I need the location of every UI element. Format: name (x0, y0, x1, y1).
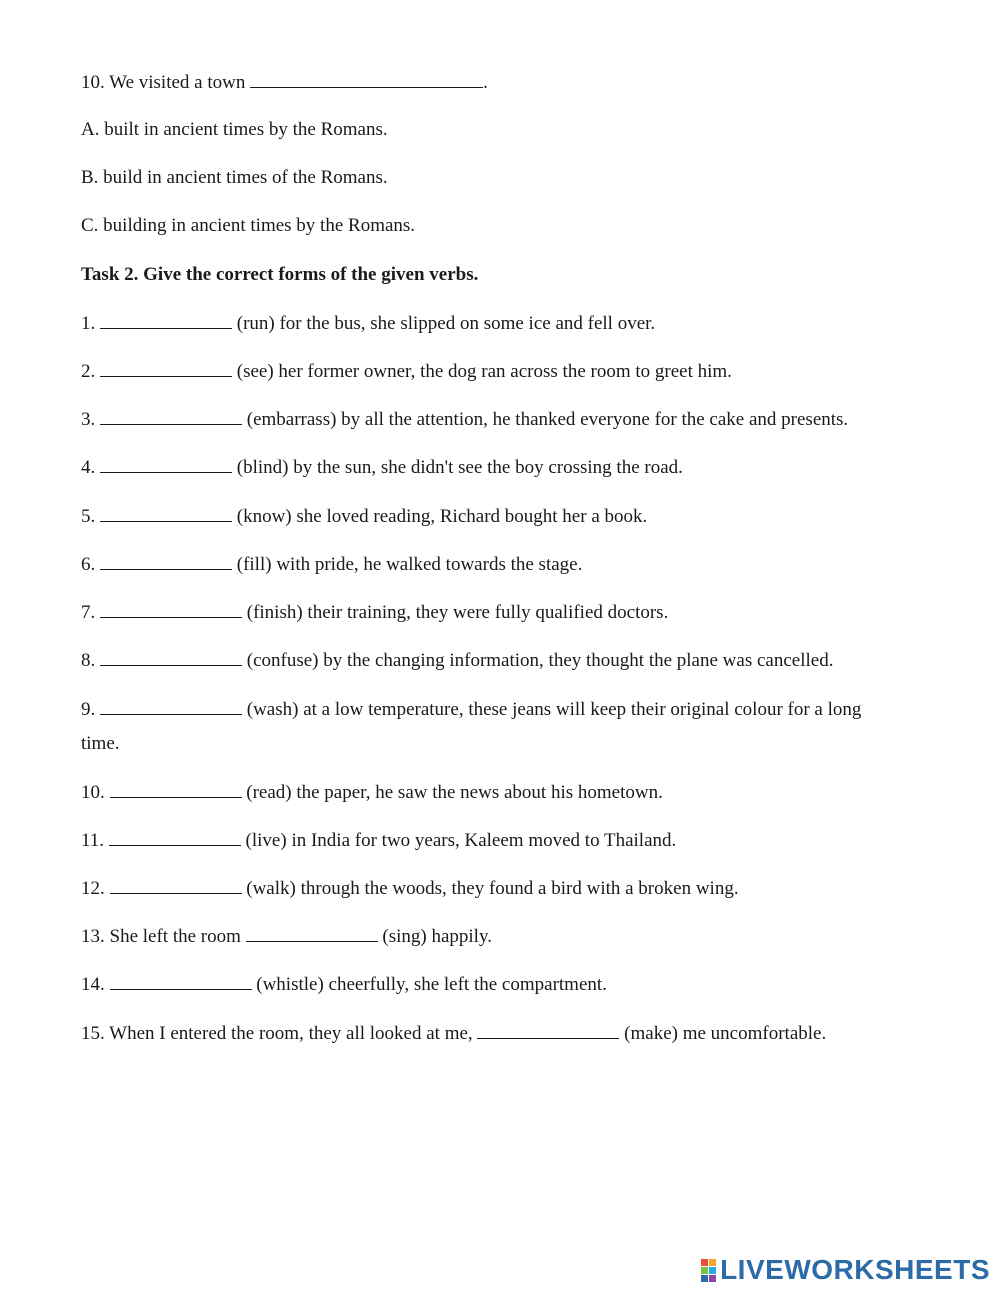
item-suffix: (make) me uncomfortable. (619, 1023, 827, 1044)
task-2-item (81, 697, 861, 722)
task-2-item (81, 359, 732, 384)
item-suffix: (run) for the bus, she slipped on some ice and fell over. (232, 313, 656, 334)
answer-blank[interactable] (100, 648, 242, 666)
answer-blank[interactable] (110, 780, 242, 798)
item-prefix: 7. (81, 602, 100, 623)
answer-blank[interactable] (109, 828, 241, 846)
item-prefix: 3. (81, 409, 100, 430)
item-suffix: (wash) at a low temperature, these jeans will keep their original colour for a long (242, 699, 862, 720)
item-suffix: (finish) their training, they were fully qualified doctors. (242, 602, 669, 623)
item-suffix: (sing) happily. (377, 926, 492, 947)
logo-text: LIVEWORKSHEETS (720, 1254, 990, 1285)
answer-blank[interactable] (477, 1021, 619, 1039)
answer-blank[interactable] (100, 311, 232, 329)
task-2-item (81, 780, 663, 805)
task-2-item (81, 600, 668, 625)
item-suffix: (blind) by the sun, she didn't see the boy crossing the road. (232, 457, 683, 478)
option-b: B. build in ancient times of the Romans. (81, 167, 388, 188)
task-2-item-continuation: time. (81, 733, 120, 754)
logo-block (709, 1259, 716, 1266)
item-prefix: 5. (81, 506, 100, 527)
option-a: A. built in ancient times by the Romans. (81, 119, 388, 140)
task-2-item (81, 504, 647, 529)
logo-block (701, 1275, 708, 1282)
answer-blank[interactable] (250, 70, 483, 88)
task-2-item (81, 876, 739, 901)
answer-blank[interactable] (110, 972, 252, 990)
question-10 (81, 70, 488, 95)
option-c: C. building in ancient times by the Romans. (81, 215, 416, 236)
task-2-item (81, 924, 492, 949)
item-suffix: (know) she loved reading, Richard bought her a book. (232, 506, 648, 527)
item-suffix: (fill) with pride, he walked towards the stage. (232, 554, 583, 575)
answer-blank[interactable] (100, 600, 242, 618)
liveworksheets-logo (701, 1253, 990, 1287)
question-10-suffix: . (483, 72, 488, 93)
task-2-item (81, 311, 655, 336)
answer-blank[interactable] (100, 407, 242, 425)
task-2-item (81, 972, 607, 997)
item-prefix: 12. (81, 878, 110, 899)
logo-block (701, 1267, 708, 1274)
task-2-item (81, 1021, 826, 1046)
item-suffix: (see) her former owner, the dog ran across the room to greet him. (232, 361, 732, 382)
item-suffix: (embarrass) by all the attention, he thanked everyone for the cake and presents. (242, 409, 849, 430)
question-10-prefix: 10. We visited a town (81, 72, 251, 93)
answer-blank[interactable] (100, 552, 232, 570)
task-2-heading: Task 2. Give the correct forms of the given verbs. (81, 264, 479, 285)
answer-blank[interactable] (100, 504, 232, 522)
item-suffix: (read) the paper, he saw the news about his hometown. (241, 782, 663, 803)
item-prefix: 9. (81, 699, 100, 720)
item-prefix: 8. (81, 650, 100, 671)
answer-blank[interactable] (100, 455, 232, 473)
item-prefix: 6. (81, 554, 100, 575)
item-prefix: 14. (81, 974, 110, 995)
answer-blank[interactable] (100, 359, 232, 377)
item-prefix: 2. (81, 361, 100, 382)
task-2-item (81, 407, 848, 432)
task-2-item (81, 455, 683, 480)
logo-block (709, 1275, 716, 1282)
logo-block (709, 1267, 716, 1274)
task-2-item (81, 648, 833, 673)
answer-blank[interactable] (110, 876, 242, 894)
task-2-item (81, 828, 676, 853)
item-prefix: 11. (81, 830, 109, 851)
logo-blocks-icon (701, 1259, 716, 1282)
item-prefix: 13. She left the room (81, 926, 246, 947)
item-prefix: 10. (81, 782, 110, 803)
answer-blank[interactable] (100, 697, 242, 715)
task-2-item (81, 552, 582, 577)
item-suffix: (walk) through the woods, they found a bird with a broken wing. (241, 878, 739, 899)
item-suffix: (whistle) cheerfully, she left the compartment. (251, 974, 607, 995)
item-suffix: (live) in India for two years, Kaleem moved to Thailand. (240, 830, 677, 851)
item-prefix: 1. (81, 313, 100, 334)
item-prefix: 15. When I entered the room, they all looked at me, (81, 1023, 478, 1044)
answer-blank[interactable] (246, 924, 378, 942)
item-suffix: (confuse) by the changing information, they thought the plane was cancelled. (242, 650, 834, 671)
item-prefix: 4. (81, 457, 100, 478)
logo-block (701, 1259, 708, 1266)
